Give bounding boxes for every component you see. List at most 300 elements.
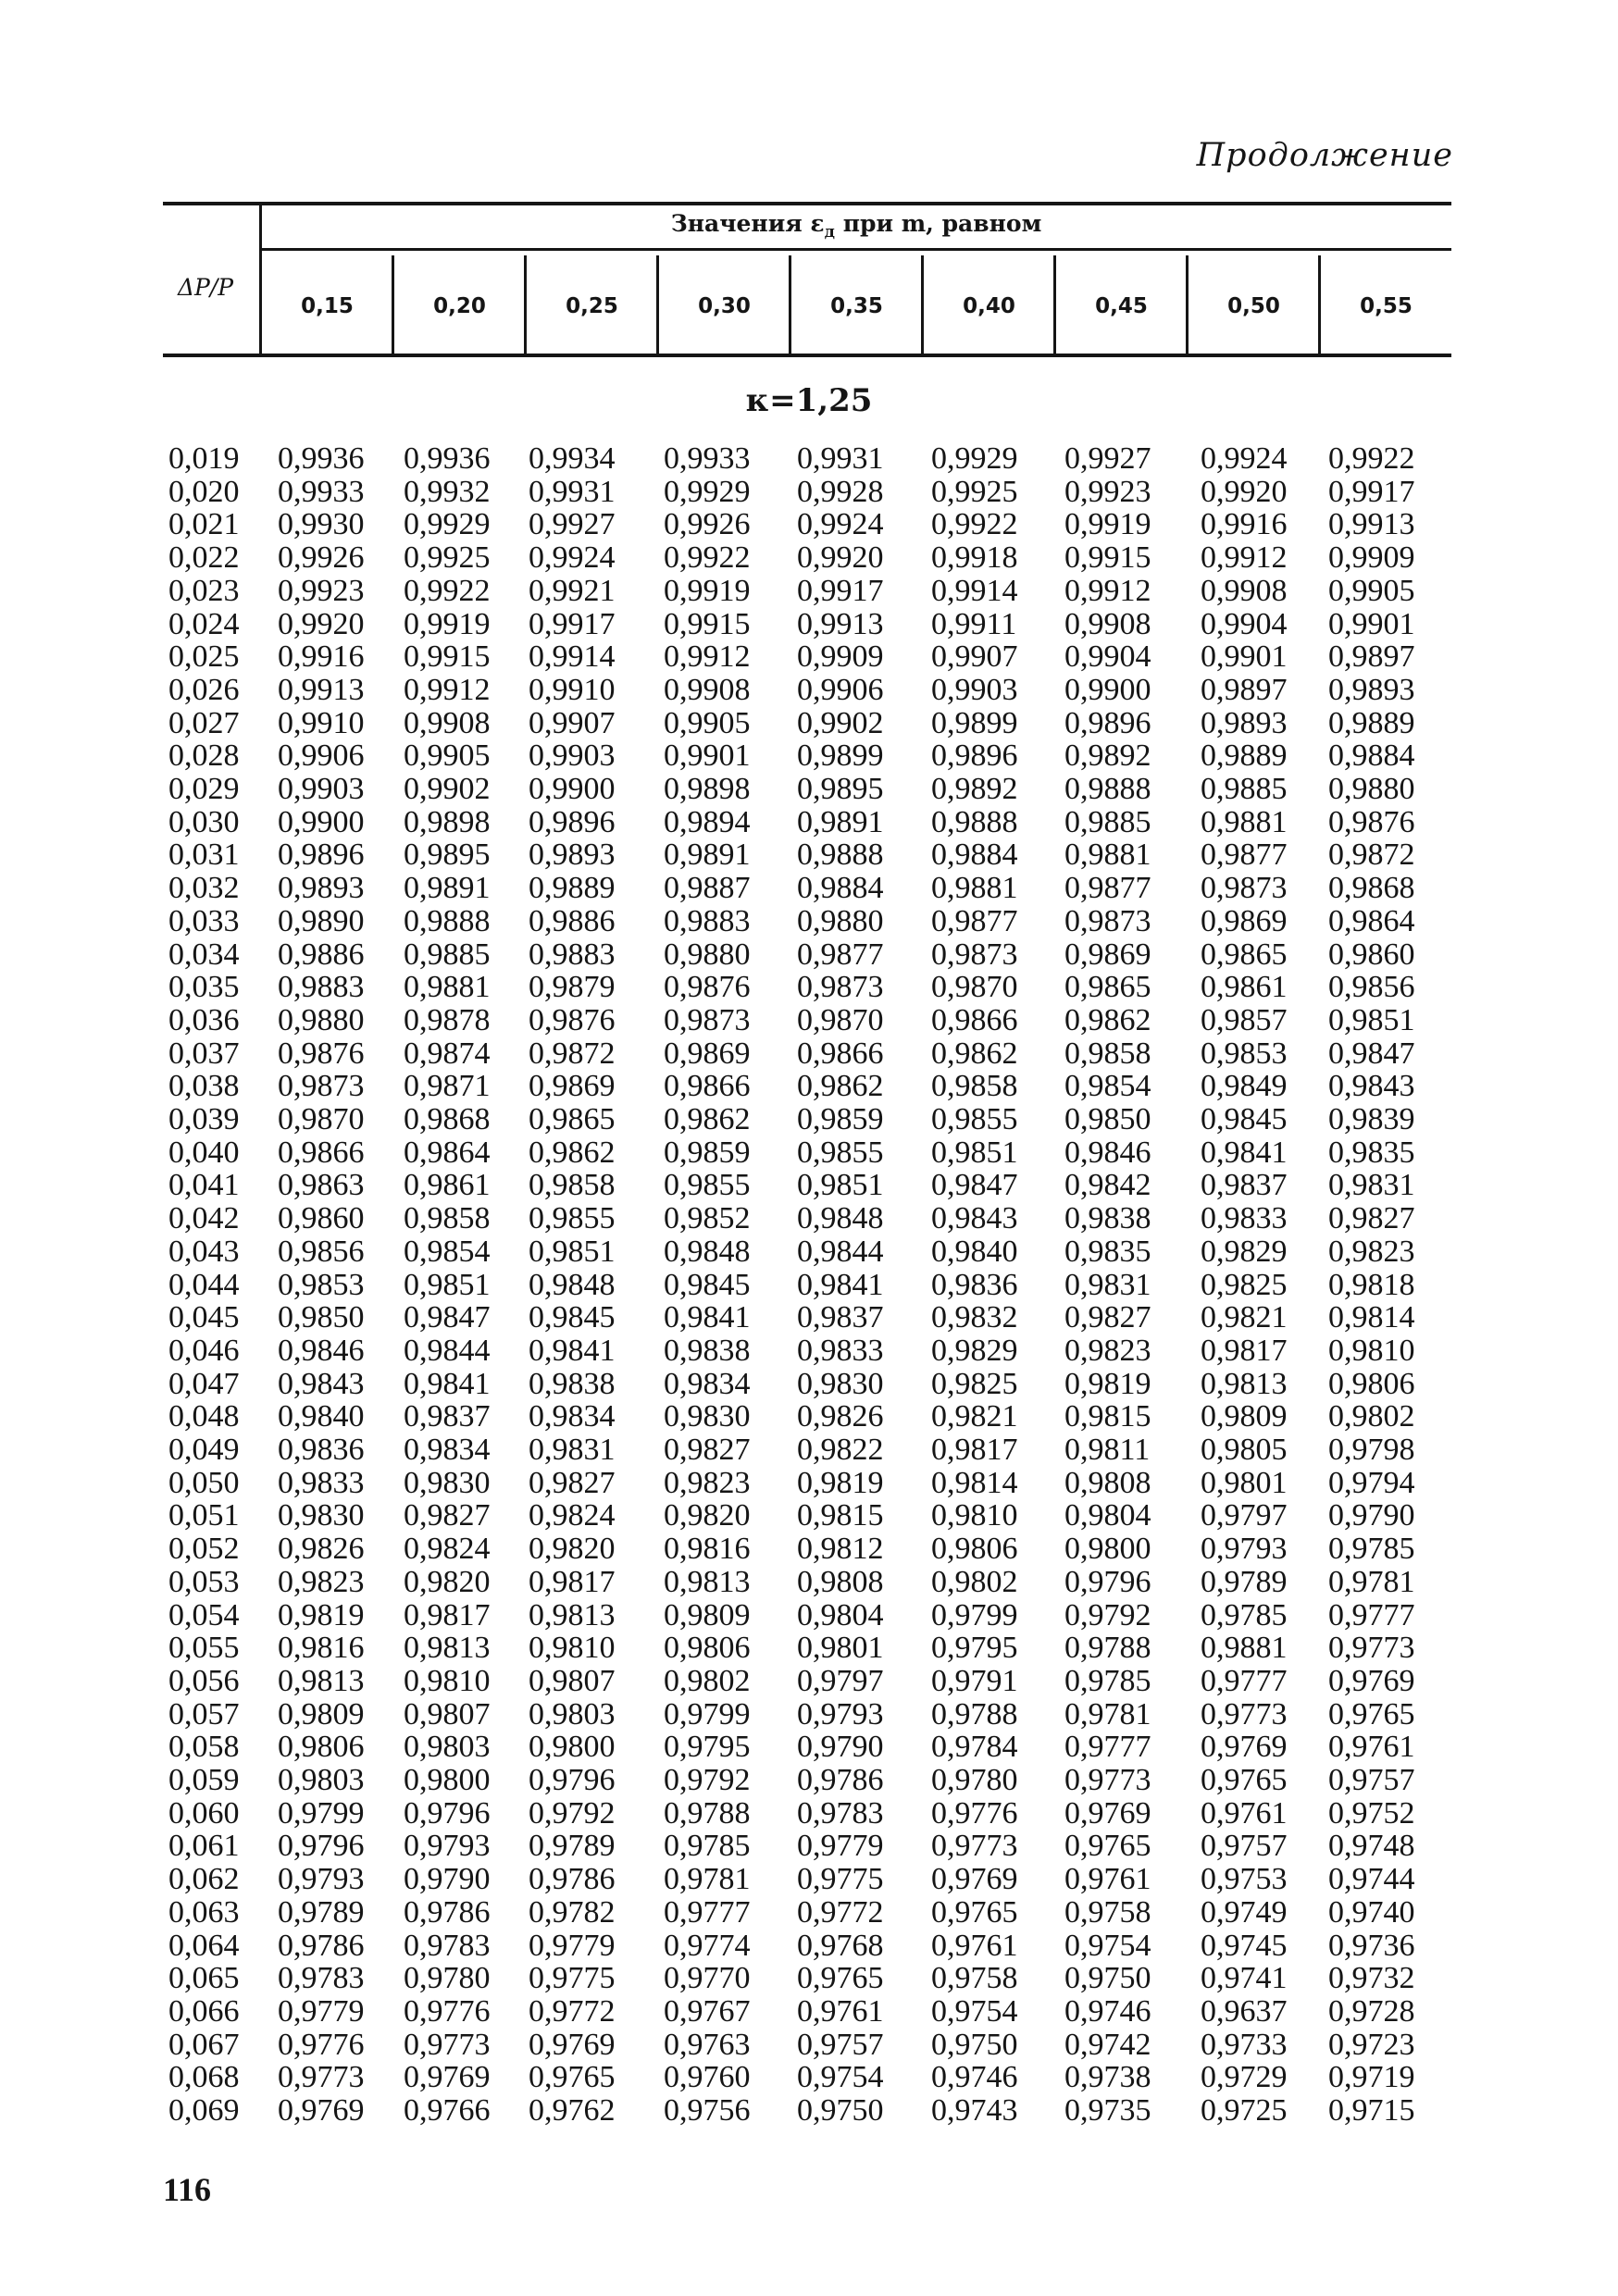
value-cell: 0,9893 — [278, 871, 365, 906]
value-cell: 0,9836 — [931, 1267, 1018, 1302]
value-cell: 0,9909 — [1328, 540, 1415, 576]
value-cell: 0,9870 — [278, 1102, 365, 1136]
value-cell: 0,9873 — [1201, 871, 1288, 906]
value-cell: 0,9863 — [278, 1168, 365, 1203]
value-cell: 0,9746 — [1064, 1993, 1151, 2029]
value-cell: 0,9783 — [404, 1928, 491, 1963]
value-cell: 0,9891 — [664, 838, 751, 873]
value-cell: 0,9869 — [664, 1036, 751, 1071]
row-key-cell: 0,044 — [168, 1267, 240, 1302]
value-cell: 0,9873 — [664, 1002, 751, 1037]
value-cell: 0,9846 — [278, 1333, 365, 1368]
value-cell: 0,9919 — [404, 606, 491, 641]
row-key-cell: 0,031 — [168, 838, 240, 873]
row-key-cell: 0,037 — [168, 1036, 240, 1071]
value-cell: 0,9825 — [1201, 1267, 1288, 1302]
row-key-cell: 0,059 — [168, 1763, 240, 1797]
value-cell: 0,9754 — [1064, 1928, 1151, 1963]
value-cell: 0,9911 — [931, 606, 1017, 641]
value-cell: 0,9885 — [1064, 804, 1151, 839]
value-cell: 0,9820 — [664, 1498, 751, 1533]
value-cell: 0,9918 — [931, 540, 1018, 576]
value-cell: 0,9732 — [1328, 1961, 1415, 1996]
value-cell: 0,9891 — [404, 871, 491, 906]
value-cell: 0,9840 — [931, 1234, 1018, 1269]
value-cell: 0,9896 — [529, 804, 616, 839]
value-cell: 0,9748 — [1328, 1829, 1415, 1864]
value-cell: 0,9922 — [404, 573, 491, 608]
value-cell: 0,9818 — [1328, 1267, 1415, 1302]
value-cell: 0,9860 — [1328, 937, 1415, 972]
row-key-cell: 0,034 — [168, 937, 240, 972]
value-cell: 0,9785 — [664, 1829, 751, 1864]
value-cell: 0,9802 — [1328, 1399, 1415, 1434]
value-cell: 0,9776 — [931, 1795, 1018, 1831]
value-cell: 0,9742 — [1064, 2027, 1151, 2062]
value-cell: 0,9893 — [1328, 672, 1415, 707]
value-cell: 0,9858 — [931, 1069, 1018, 1104]
value-cell: 0,9889 — [1328, 705, 1415, 740]
value-cell: 0,9896 — [931, 738, 1018, 774]
value-cell: 0,9743 — [931, 2093, 1018, 2128]
value-cell: 0,9808 — [1064, 1465, 1151, 1500]
value-cell: 0,9923 — [278, 573, 365, 608]
value-cell: 0,9793 — [404, 1829, 491, 1864]
value-cell: 0,9904 — [1064, 639, 1151, 675]
value-cell: 0,9920 — [1201, 474, 1288, 509]
value-cell: 0,9788 — [1064, 1631, 1151, 1666]
value-cell: 0,9790 — [404, 1862, 491, 1897]
value-cell: 0,9841 — [529, 1333, 616, 1368]
value-cell: 0,9798 — [1328, 1433, 1415, 1467]
value-cell: 0,9765 — [931, 1894, 1018, 1930]
value-cell: 0,9815 — [797, 1498, 884, 1533]
value-cell: 0,9781 — [1328, 1564, 1415, 1599]
value-cell: 0,9888 — [1064, 772, 1151, 806]
row-key-cell: 0,042 — [168, 1201, 240, 1236]
value-cell: 0,9756 — [664, 2093, 751, 2128]
value-cell: 0,9865 — [1064, 970, 1151, 1005]
value-cell: 0,9927 — [529, 507, 616, 542]
value-cell: 0,9833 — [1201, 1201, 1288, 1236]
value-cell: 0,9745 — [1201, 1928, 1288, 1963]
value-cell: 0,9813 — [664, 1564, 751, 1599]
value-cell: 0,9770 — [664, 1961, 751, 1996]
value-cell: 0,9855 — [529, 1201, 616, 1236]
row-key-cell: 0,038 — [168, 1069, 240, 1104]
row-key-cell: 0,053 — [168, 1564, 240, 1599]
value-cell: 0,9773 — [1064, 1763, 1151, 1797]
value-cell: 0,9906 — [278, 738, 365, 774]
value-cell: 0,9817 — [529, 1564, 616, 1599]
value-cell: 0,9923 — [1064, 474, 1151, 509]
value-cell: 0,9813 — [404, 1631, 491, 1666]
value-cell: 0,9852 — [664, 1201, 751, 1236]
value-cell: 0,9833 — [797, 1333, 884, 1368]
value-cell: 0,9813 — [529, 1597, 616, 1632]
value-cell: 0,9924 — [1201, 441, 1288, 476]
value-cell: 0,9917 — [1328, 474, 1415, 509]
value-cell: 0,9870 — [797, 1002, 884, 1037]
section-label: κ=1,25 — [745, 382, 873, 419]
value-cell: 0,9846 — [1064, 1135, 1151, 1170]
value-cell: 0,9898 — [664, 772, 751, 806]
value-cell: 0,9844 — [797, 1234, 884, 1269]
value-cell: 0,9783 — [797, 1795, 884, 1831]
value-cell: 0,9812 — [797, 1532, 884, 1567]
value-cell: 0,9869 — [1201, 903, 1288, 938]
value-cell: 0,9933 — [278, 474, 365, 509]
value-cell: 0,9913 — [278, 672, 365, 707]
value-cell: 0,9881 — [404, 970, 491, 1005]
value-cell: 0,9769 — [529, 2027, 616, 2062]
value-cell: 0,9827 — [1064, 1300, 1151, 1335]
value-cell: 0,9880 — [1328, 772, 1415, 806]
value-cell: 0,9786 — [797, 1763, 884, 1797]
value-cell: 0,9843 — [278, 1366, 365, 1401]
value-cell: 0,9876 — [529, 1002, 616, 1037]
value-cell: 0,9769 — [404, 2060, 491, 2095]
value-cell: 0,9780 — [404, 1961, 491, 1996]
value-cell: 0,9881 — [1201, 1631, 1288, 1666]
value-cell: 0,9892 — [931, 772, 1018, 806]
value-cell: 0,9772 — [797, 1894, 884, 1930]
value-cell: 0,9789 — [529, 1829, 616, 1864]
value-cell: 0,9887 — [664, 871, 751, 906]
value-cell: 0,9806 — [931, 1532, 1018, 1567]
value-cell: 0,9775 — [529, 1961, 616, 1996]
value-cell: 0,9786 — [404, 1894, 491, 1930]
value-cell: 0,9844 — [404, 1333, 491, 1368]
value-cell: 0,9872 — [529, 1036, 616, 1071]
value-cell: 0,9855 — [664, 1168, 751, 1203]
value-cell: 0,9845 — [1201, 1102, 1288, 1136]
row-key-cell: 0,048 — [168, 1399, 240, 1434]
value-cell: 0,9879 — [529, 970, 616, 1005]
value-cell: 0,9728 — [1328, 1993, 1415, 2029]
value-cell: 0,9637 — [1201, 1993, 1288, 2029]
value-cell: 0,9861 — [1201, 970, 1288, 1005]
value-cell: 0,9782 — [529, 1894, 616, 1930]
value-cell: 0,9785 — [1328, 1532, 1415, 1567]
row-key-cell: 0,036 — [168, 1002, 240, 1037]
row-key-cell: 0,069 — [168, 2093, 240, 2128]
value-cell: 0,9793 — [1201, 1532, 1288, 1567]
value-cell: 0,9853 — [1201, 1036, 1288, 1071]
row-key-cell: 0,062 — [168, 1862, 240, 1897]
value-cell: 0,9823 — [1328, 1234, 1415, 1269]
value-cell: 0,9797 — [1201, 1498, 1288, 1533]
value-cell: 0,9913 — [1328, 507, 1415, 542]
row-key-cell: 0,035 — [168, 970, 240, 1005]
row-key-cell: 0,022 — [168, 540, 240, 576]
value-cell: 0,9905 — [404, 738, 491, 774]
value-cell: 0,9774 — [664, 1928, 751, 1963]
value-cell: 0,9810 — [1328, 1333, 1415, 1368]
value-cell: 0,9830 — [278, 1498, 365, 1533]
value-cell: 0,9826 — [797, 1399, 884, 1434]
value-cell: 0,9931 — [529, 474, 616, 509]
row-key-cell: 0,021 — [168, 507, 240, 542]
value-cell: 0,9859 — [797, 1102, 884, 1136]
value-cell: 0,9790 — [797, 1730, 884, 1765]
value-cell: 0,9789 — [1201, 1564, 1288, 1599]
value-cell: 0,9760 — [664, 2060, 751, 2095]
value-cell: 0,9750 — [797, 2093, 884, 2128]
value-cell: 0,9877 — [1201, 838, 1288, 873]
value-cell: 0,9761 — [931, 1928, 1018, 1963]
value-cell: 0,9884 — [931, 838, 1018, 873]
value-cell: 0,9750 — [1064, 1961, 1151, 1996]
value-cell: 0,9895 — [797, 772, 884, 806]
value-cell: 0,9857 — [1201, 1002, 1288, 1037]
value-cell: 0,9922 — [664, 540, 751, 576]
row-key-cell: 0,049 — [168, 1433, 240, 1467]
row-key-cell: 0,046 — [168, 1333, 240, 1368]
value-cell: 0,9889 — [529, 871, 616, 906]
value-cell: 0,9842 — [1064, 1168, 1151, 1203]
row-key-cell: 0,047 — [168, 1366, 240, 1401]
row-key-cell: 0,050 — [168, 1465, 240, 1500]
row-key-cell: 0,029 — [168, 772, 240, 806]
row-key-cell: 0,020 — [168, 474, 240, 509]
value-cell: 0,9838 — [529, 1366, 616, 1401]
value-cell: 0,9835 — [1328, 1135, 1415, 1170]
value-cell: 0,9780 — [931, 1763, 1018, 1797]
value-cell: 0,9864 — [404, 1135, 491, 1170]
value-cell: 0,9753 — [1201, 1862, 1288, 1897]
value-cell: 0,9761 — [1201, 1795, 1288, 1831]
value-cell: 0,9806 — [1328, 1366, 1415, 1401]
value-cell: 0,9845 — [664, 1267, 751, 1302]
value-cell: 0,9838 — [664, 1333, 751, 1368]
value-cell: 0,9922 — [1328, 441, 1415, 476]
value-cell: 0,9862 — [1064, 1002, 1151, 1037]
value-cell: 0,9896 — [278, 838, 365, 873]
value-cell: 0,9893 — [529, 838, 616, 873]
value-cell: 0,9896 — [1064, 705, 1151, 740]
value-cell: 0,9925 — [931, 474, 1018, 509]
value-cell: 0,9841 — [404, 1366, 491, 1401]
value-cell: 0,9773 — [1201, 1696, 1288, 1731]
value-cell: 0,9853 — [278, 1267, 365, 1302]
value-cell: 0,9898 — [404, 804, 491, 839]
value-cell: 0,9831 — [529, 1433, 616, 1467]
value-cell: 0,9819 — [797, 1465, 884, 1500]
value-cell: 0,9757 — [1328, 1763, 1415, 1797]
value-cell: 0,9924 — [797, 507, 884, 542]
value-cell: 0,9859 — [664, 1135, 751, 1170]
value-cell: 0,9888 — [797, 838, 884, 873]
row-key-cell: 0,039 — [168, 1102, 240, 1136]
value-cell: 0,9921 — [529, 573, 616, 608]
value-cell: 0,9902 — [797, 705, 884, 740]
value-cell: 0,9799 — [664, 1696, 751, 1731]
value-cell: 0,9851 — [931, 1135, 1018, 1170]
value-cell: 0,9891 — [797, 804, 884, 839]
value-cell: 0,9881 — [1201, 804, 1288, 839]
value-cell: 0,9869 — [1064, 937, 1151, 972]
value-cell: 0,9824 — [529, 1498, 616, 1533]
value-cell: 0,9790 — [1328, 1498, 1415, 1533]
value-cell: 0,9865 — [1201, 937, 1288, 972]
value-cell: 0,9890 — [278, 903, 365, 938]
value-cell: 0,9917 — [529, 606, 616, 641]
value-cell: 0,9840 — [278, 1399, 365, 1434]
value-cell: 0,9906 — [797, 672, 884, 707]
column-header: 0,55 — [1360, 294, 1413, 318]
value-cell: 0,9829 — [931, 1333, 1018, 1368]
value-cell: 0,9834 — [529, 1399, 616, 1434]
value-cell: 0,9800 — [404, 1763, 491, 1797]
value-cell: 0,9765 — [1328, 1696, 1415, 1731]
value-cell: 0,9866 — [278, 1135, 365, 1170]
value-cell: 0,9884 — [797, 871, 884, 906]
row-key-cell: 0,025 — [168, 639, 240, 675]
value-cell: 0,9762 — [529, 2093, 616, 2128]
value-cell: 0,9809 — [664, 1597, 751, 1632]
value-cell: 0,9905 — [1328, 573, 1415, 608]
value-cell: 0,9757 — [797, 2027, 884, 2062]
value-cell: 0,9792 — [529, 1795, 616, 1831]
value-cell: 0,9813 — [1201, 1366, 1288, 1401]
value-cell: 0,9868 — [404, 1102, 491, 1136]
value-cell: 0,9779 — [797, 1829, 884, 1864]
value-cell: 0,9894 — [664, 804, 751, 839]
value-cell: 0,9810 — [931, 1498, 1018, 1533]
value-cell: 0,9736 — [1328, 1928, 1415, 1963]
value-cell: 0,9916 — [278, 639, 365, 675]
value-cell: 0,9883 — [278, 970, 365, 1005]
value-cell: 0,9866 — [797, 1036, 884, 1071]
row-key-cell: 0,033 — [168, 903, 240, 938]
value-cell: 0,9910 — [278, 705, 365, 740]
row-key-cell: 0,065 — [168, 1961, 240, 1996]
value-cell: 0,9932 — [404, 474, 491, 509]
value-cell: 0,9858 — [404, 1201, 491, 1236]
row-label-header: ΔP/P — [177, 274, 234, 301]
value-cell: 0,9904 — [1201, 606, 1288, 641]
value-cell: 0,9803 — [278, 1763, 365, 1797]
page-number: 116 — [163, 2171, 212, 2208]
value-cell: 0,9777 — [664, 1894, 751, 1930]
column-header: 0,15 — [301, 294, 354, 318]
value-cell: 0,9848 — [797, 1201, 884, 1236]
value-cell: 0,9865 — [529, 1102, 616, 1136]
value-cell: 0,9862 — [664, 1102, 751, 1136]
value-cell: 0,9829 — [1201, 1234, 1288, 1269]
value-cell: 0,9873 — [797, 970, 884, 1005]
value-cell: 0,9901 — [1328, 606, 1415, 641]
value-cell: 0,9795 — [931, 1631, 1018, 1666]
value-cell: 0,9802 — [931, 1564, 1018, 1599]
value-cell: 0,9899 — [931, 705, 1018, 740]
row-key-cell: 0,054 — [168, 1597, 240, 1632]
value-cell: 0,9883 — [664, 903, 751, 938]
value-cell: 0,9908 — [1064, 606, 1151, 641]
value-cell: 0,9814 — [1328, 1300, 1415, 1335]
value-cell: 0,9773 — [1328, 1631, 1415, 1666]
value-cell: 0,9929 — [931, 441, 1018, 476]
value-cell: 0,9831 — [1328, 1168, 1415, 1203]
value-cell: 0,9912 — [1201, 540, 1288, 576]
value-cell: 0,9900 — [1064, 672, 1151, 707]
value-cell: 0,9769 — [1201, 1730, 1288, 1765]
value-cell: 0,9931 — [797, 441, 884, 476]
value-cell: 0,9838 — [1064, 1201, 1151, 1236]
value-cell: 0,9827 — [664, 1433, 751, 1467]
value-cell: 0,9815 — [1064, 1399, 1151, 1434]
value-cell: 0,9903 — [278, 772, 365, 806]
row-key-cell: 0,068 — [168, 2060, 240, 2095]
value-cell: 0,9769 — [1064, 1795, 1151, 1831]
value-cell: 0,9797 — [797, 1663, 884, 1698]
value-cell: 0,9884 — [1328, 738, 1415, 774]
value-cell: 0,9841 — [797, 1267, 884, 1302]
value-cell: 0,9897 — [1328, 639, 1415, 675]
value-cell: 0,9889 — [1201, 738, 1288, 774]
value-cell: 0,9902 — [404, 772, 491, 806]
value-cell: 0,9926 — [664, 507, 751, 542]
value-cell: 0,9877 — [1064, 871, 1151, 906]
value-cell: 0,9816 — [664, 1532, 751, 1567]
value-cell: 0,9929 — [404, 507, 491, 542]
caption-text: Значения ε — [670, 210, 825, 237]
value-cell: 0,9905 — [664, 705, 751, 740]
value-cell: 0,9855 — [797, 1135, 884, 1170]
value-cell: 0,9781 — [1064, 1696, 1151, 1731]
column-header: 0,45 — [1095, 294, 1148, 318]
value-cell: 0,9878 — [404, 1002, 491, 1037]
value-cell: 0,9850 — [278, 1300, 365, 1335]
column-header: 0,50 — [1227, 294, 1280, 318]
value-cell: 0,9758 — [1064, 1894, 1151, 1930]
value-cell: 0,9847 — [931, 1168, 1018, 1203]
value-cell: 0,9813 — [278, 1663, 365, 1698]
value-cell: 0,9765 — [1064, 1829, 1151, 1864]
table-top-rule — [163, 202, 1451, 205]
value-cell: 0,9788 — [664, 1795, 751, 1831]
value-cell: 0,9768 — [797, 1928, 884, 1963]
value-cell: 0,9850 — [1064, 1102, 1151, 1136]
value-cell: 0,9841 — [1201, 1135, 1288, 1170]
value-cell: 0,9917 — [797, 573, 884, 608]
value-cell: 0,9786 — [529, 1862, 616, 1897]
value-cell: 0,9757 — [1201, 1829, 1288, 1864]
value-cell: 0,9913 — [797, 606, 884, 641]
value-cell: 0,9837 — [797, 1300, 884, 1335]
row-key-cell: 0,041 — [168, 1168, 240, 1203]
value-cell: 0,9901 — [1201, 639, 1288, 675]
value-cell: 0,9821 — [931, 1399, 1018, 1434]
row-key-cell: 0,024 — [168, 606, 240, 641]
value-cell: 0,9885 — [404, 937, 491, 972]
row-key-cell: 0,060 — [168, 1795, 240, 1831]
value-cell: 0,9854 — [404, 1234, 491, 1269]
value-cell: 0,9801 — [797, 1631, 884, 1666]
value-cell: 0,9868 — [1328, 871, 1415, 906]
value-cell: 0,9784 — [931, 1730, 1018, 1765]
value-cell: 0,9839 — [1328, 1102, 1415, 1136]
value-cell: 0,9922 — [931, 507, 1018, 542]
value-cell: 0,9899 — [797, 738, 884, 774]
value-cell: 0,9776 — [404, 1993, 491, 2029]
value-cell: 0,9823 — [278, 1564, 365, 1599]
value-cell: 0,9912 — [664, 639, 751, 675]
value-cell: 0,9808 — [797, 1564, 884, 1599]
row-key-cell: 0,019 — [168, 441, 240, 476]
row-key-cell: 0,067 — [168, 2027, 240, 2062]
